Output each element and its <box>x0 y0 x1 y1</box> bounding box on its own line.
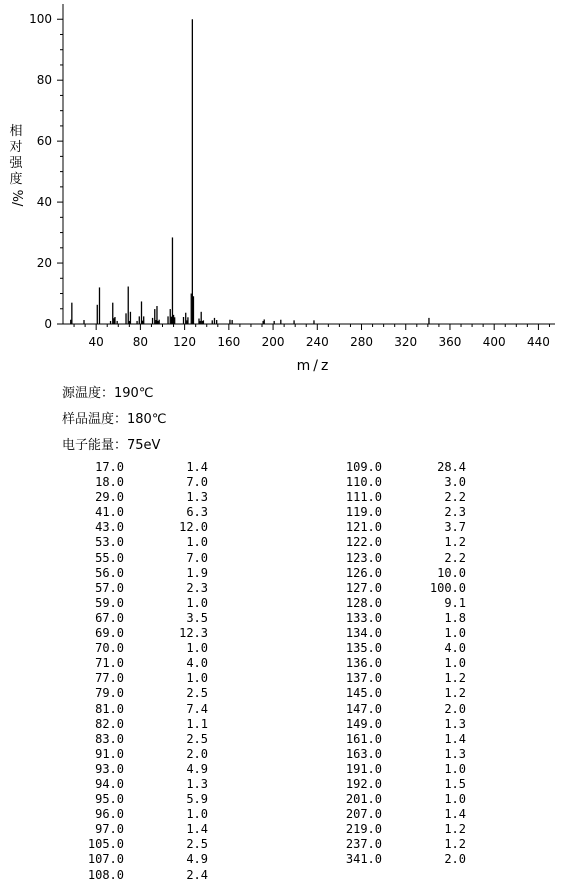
peak-abundance: 1.3 <box>186 776 208 791</box>
x-tick-label: 320 <box>394 335 418 349</box>
peak-mz: 110.0 <box>345 475 382 490</box>
peak-table-row <box>322 581 466 596</box>
peak-mz: 119.0 <box>345 505 382 520</box>
peak-table-row <box>64 490 208 505</box>
peak-table-row <box>322 852 466 867</box>
peak-mz: 41.0 <box>95 505 124 520</box>
peak-abundance: 10.0 <box>437 565 466 580</box>
peak-abundance: 2.3 <box>444 505 466 520</box>
peak-table-row <box>64 837 208 852</box>
peak-mz: 94.0 <box>95 776 124 791</box>
x-axis-label: m/z <box>296 358 332 374</box>
peak-abundance: 2.2 <box>444 490 466 505</box>
peak-table-row <box>322 686 466 701</box>
peak-abundance: 1.5 <box>444 776 466 791</box>
instrument-conditions <box>62 384 166 462</box>
peak-mz: 97.0 <box>95 822 124 837</box>
peak-table-row <box>64 626 208 641</box>
peak-abundance: 1.0 <box>444 656 466 671</box>
peak-mz: 105.0 <box>87 837 124 852</box>
peak-table-row <box>64 551 208 566</box>
peak-abundance: 2.5 <box>186 686 208 701</box>
peak-abundance: 6.3 <box>186 505 208 520</box>
peak-mz: 95.0 <box>95 792 124 807</box>
peak-abundance: 1.2 <box>444 822 466 837</box>
peak-mz: 77.0 <box>95 671 124 686</box>
peak-table-row <box>322 717 466 732</box>
peak-mz: 55.0 <box>95 550 124 565</box>
y-tick-label: 0 <box>44 317 52 331</box>
peak-mz: 134.0 <box>345 626 382 641</box>
peak-mz: 149.0 <box>345 716 382 731</box>
peak-abundance: 12.0 <box>179 520 208 535</box>
peak-abundance: 5.9 <box>186 792 208 807</box>
peak-mz: 201.0 <box>345 792 382 807</box>
peak-table-row <box>64 641 208 656</box>
peak-mz: 56.0 <box>95 565 124 580</box>
peak-abundance: 1.0 <box>186 595 208 610</box>
peak-table-row <box>64 656 208 671</box>
y-axis-label-group <box>6 124 26 206</box>
peak-abundance: 1.2 <box>444 837 466 852</box>
peak-abundance: 1.4 <box>186 822 208 837</box>
peak-table-row <box>64 807 208 822</box>
peak-mz: 83.0 <box>95 731 124 746</box>
peak-mz: 18.0 <box>95 475 124 490</box>
peak-mz: 123.0 <box>345 550 382 565</box>
peak-mz: 128.0 <box>345 595 382 610</box>
peak-mz: 126.0 <box>345 565 382 580</box>
peak-table-right <box>322 460 466 868</box>
peak-table-row <box>322 671 466 686</box>
peak-table-row <box>322 807 466 822</box>
mass-spectrum-chart <box>0 0 570 380</box>
peak-abundance: 2.4 <box>186 867 208 882</box>
peak-abundance: 4.9 <box>186 852 208 867</box>
x-tick-label: 240 <box>305 335 329 349</box>
peak-mz: 108.0 <box>87 867 124 882</box>
peak-mz: 161.0 <box>345 731 382 746</box>
peak-mz: 219.0 <box>345 822 382 837</box>
x-tick-label: 160 <box>217 335 241 349</box>
peak-mz: 82.0 <box>95 716 124 731</box>
peak-table-row <box>64 566 208 581</box>
peak-mz: 341.0 <box>345 852 382 867</box>
peak-abundance: 2.0 <box>444 701 466 716</box>
peak-table-row <box>64 581 208 596</box>
peak-table-row <box>64 852 208 867</box>
peak-mz: 135.0 <box>345 641 382 656</box>
peak-mz: 109.0 <box>345 460 382 474</box>
sample-temperature: 样品温度：180℃ <box>62 412 167 427</box>
peak-mz: 71.0 <box>95 656 124 671</box>
peak-mz: 43.0 <box>95 520 124 535</box>
peak-mz: 147.0 <box>345 701 382 716</box>
peak-table-row <box>322 702 466 717</box>
peak-abundance: 3.0 <box>444 475 466 490</box>
x-tick-label: 80 <box>132 335 149 349</box>
peak-mz: 107.0 <box>87 852 124 867</box>
peak-table-row <box>64 611 208 626</box>
peak-abundance: 1.8 <box>444 610 466 625</box>
peak-mz: 191.0 <box>345 761 382 776</box>
peak-table-row <box>322 626 466 641</box>
y-tick-label: 80 <box>36 73 52 88</box>
peak-table-row <box>322 641 466 656</box>
peak-table-row <box>64 535 208 550</box>
peak-mz: 121.0 <box>345 520 382 535</box>
peak-abundance: 1.3 <box>186 490 208 505</box>
peak-table-row <box>64 520 208 535</box>
peak-table-row <box>64 702 208 717</box>
peak-table-row <box>322 505 466 520</box>
peak-mz: 137.0 <box>345 671 382 686</box>
peak-abundance: 1.4 <box>444 731 466 746</box>
peak-mz: 93.0 <box>95 761 124 776</box>
peak-abundance: 1.4 <box>186 460 208 474</box>
source-temperature: 源温度：190℃ <box>62 386 154 401</box>
peak-table-row <box>64 717 208 732</box>
peak-table-row <box>322 520 466 535</box>
peak-abundance: 1.0 <box>186 535 208 550</box>
peak-mz: 122.0 <box>345 535 382 550</box>
peak-table-row <box>322 611 466 626</box>
x-tick-label: 360 <box>438 335 462 349</box>
peak-abundance: 1.9 <box>186 565 208 580</box>
peak-abundance: 1.2 <box>444 671 466 686</box>
x-tick-label: 280 <box>350 335 373 349</box>
peak-abundance: 2.5 <box>186 837 208 852</box>
peak-abundance: 1.0 <box>444 761 466 776</box>
peak-abundance: 9.1 <box>444 595 466 610</box>
electron-energy: 电子能量：75eV <box>62 438 161 453</box>
peak-abundance: 7.4 <box>186 701 208 716</box>
peak-table-row <box>322 535 466 550</box>
peak-mz: 192.0 <box>345 776 382 791</box>
x-tick-label: 400 <box>482 335 506 349</box>
peak-mz: 53.0 <box>95 535 124 550</box>
peak-abundance: 1.3 <box>444 746 466 761</box>
peak-mz: 29.0 <box>95 490 124 505</box>
peak-abundance: 4.0 <box>444 641 466 656</box>
peak-table-row <box>64 747 208 762</box>
peak-mz: 17.0 <box>95 460 124 474</box>
peak-mz: 163.0 <box>345 746 382 761</box>
peak-mz: 145.0 <box>345 686 382 701</box>
y-tick-label: 40 <box>36 195 52 210</box>
x-tick-label: 200 <box>261 335 285 349</box>
peak-mz: 70.0 <box>95 641 124 656</box>
peak-table-row <box>322 762 466 777</box>
peak-table-left <box>64 460 208 883</box>
x-tick-label: 40 <box>88 335 104 349</box>
peak-table-row <box>64 505 208 520</box>
peak-abundance: 2.5 <box>186 731 208 746</box>
peak-abundance: 2.0 <box>444 852 466 867</box>
peak-table-row <box>322 460 466 475</box>
peak-abundance: 1.2 <box>444 686 466 701</box>
peak-table-row <box>322 792 466 807</box>
peak-table-row <box>64 732 208 747</box>
peak-abundance: 1.0 <box>444 626 466 641</box>
peak-abundance: 2.0 <box>186 746 208 761</box>
peak-mz: 96.0 <box>95 807 124 822</box>
peak-abundance: 2.2 <box>444 550 466 565</box>
peak-mz: 69.0 <box>95 626 124 641</box>
peak-mz: 111.0 <box>345 490 382 505</box>
peak-mz: 79.0 <box>95 686 124 701</box>
peak-abundance: 1.0 <box>444 792 466 807</box>
peak-abundance: 2.3 <box>186 580 208 595</box>
peak-table-row <box>322 822 466 837</box>
peak-table-row <box>322 747 466 762</box>
peak-table-row <box>64 762 208 777</box>
peak-abundance: 1.2 <box>444 535 466 550</box>
peak-table-row <box>322 837 466 852</box>
peak-abundance: 3.7 <box>444 520 466 535</box>
peak-abundance: 28.4 <box>437 460 466 474</box>
peak-table-row <box>322 596 466 611</box>
peak-abundance: 1.0 <box>186 641 208 656</box>
peak-table-row <box>64 792 208 807</box>
peak-table-row <box>64 822 208 837</box>
peak-table-row <box>322 777 466 792</box>
peak-mz: 59.0 <box>95 595 124 610</box>
peak-table-row <box>322 732 466 747</box>
plot-frame <box>63 4 555 324</box>
peak-abundance: 1.1 <box>186 716 208 731</box>
peak-mz: 237.0 <box>345 837 382 852</box>
peak-mz: 127.0 <box>345 580 382 595</box>
peak-abundance: 100.0 <box>429 580 466 595</box>
y-axis-unit: %/ <box>9 189 24 207</box>
peak-table-row <box>64 671 208 686</box>
peak-table-row <box>64 686 208 701</box>
peak-table-row <box>322 656 466 671</box>
peak-mz: 136.0 <box>345 656 382 671</box>
x-axis-ticks <box>74 324 550 349</box>
peak-mz: 207.0 <box>345 807 382 822</box>
x-tick-label: 440 <box>526 335 550 349</box>
peak-abundance: 1.3 <box>444 716 466 731</box>
peak-table-row <box>64 596 208 611</box>
y-tick-label: 20 <box>36 256 52 271</box>
peak-table-row <box>64 777 208 792</box>
peak-table-row <box>322 551 466 566</box>
peak-abundance: 1.0 <box>186 671 208 686</box>
peak-abundance: 4.0 <box>186 656 208 671</box>
x-tick-label: 120 <box>173 335 197 349</box>
peak-mz: 133.0 <box>345 610 382 625</box>
peak-table-row <box>64 475 208 490</box>
peak-abundance: 1.4 <box>444 807 466 822</box>
peak-abundance: 12.3 <box>179 626 208 641</box>
y-axis-label: 相对强度 <box>9 124 23 187</box>
peak-abundance: 3.5 <box>186 610 208 625</box>
peak-abundance: 4.9 <box>186 761 208 776</box>
spectrum-peaks <box>71 19 429 324</box>
y-tick-label: 60 <box>36 134 52 149</box>
peak-table-row <box>64 868 208 883</box>
peak-abundance: 7.0 <box>186 550 208 565</box>
peak-abundance: 1.0 <box>186 807 208 822</box>
y-axis-ticks <box>29 12 63 331</box>
y-tick-label: 100 <box>29 12 52 27</box>
peak-table-row <box>322 475 466 490</box>
peak-abundance: 7.0 <box>186 475 208 490</box>
peak-mz: 57.0 <box>95 580 124 595</box>
peak-table-row <box>322 566 466 581</box>
peak-table-row <box>322 490 466 505</box>
peak-mz: 81.0 <box>95 701 124 716</box>
peak-mz: 91.0 <box>95 746 124 761</box>
peak-mz: 67.0 <box>95 610 124 625</box>
peak-table-row <box>64 460 208 475</box>
